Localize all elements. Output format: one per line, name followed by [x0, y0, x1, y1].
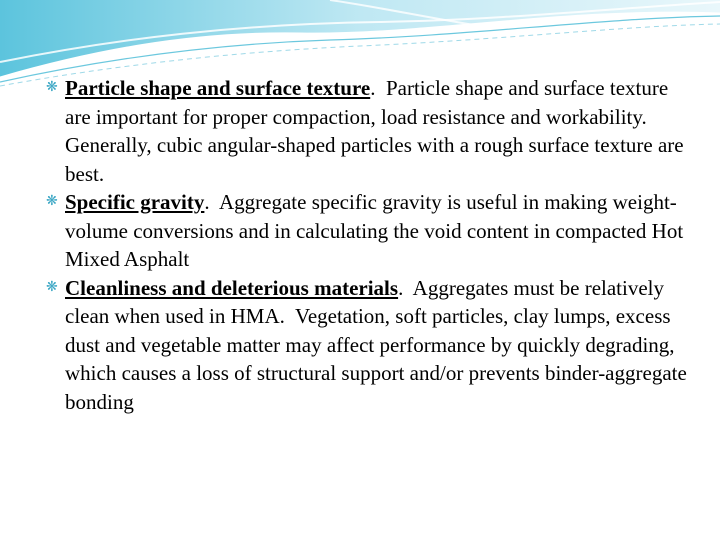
bullet-text: Particle shape and surface texture are important for proper compaction, load resistance and workability. Generally, cubic angular-shaped particles with a rough surface texture are best. — [65, 76, 689, 186]
bullet-sep: . — [398, 275, 404, 300]
diamond-bullet-icon: ❋ — [46, 80, 58, 95]
bullet-term: Cleanliness and deleterious materials — [65, 275, 399, 300]
bullet-sep: . — [204, 190, 210, 214]
diamond-bullet-icon: ❋ — [46, 194, 58, 209]
diamond-bullet-icon: ❋ — [46, 279, 58, 295]
bullet-term: Particle shape and surface texture — [65, 76, 371, 100]
bullet-sep: . — [370, 76, 376, 100]
bullet-term: Specific gravity — [65, 190, 205, 214]
bullet-text: Aggregates must be relatively clean when used in HMA. Vegetation, soft particles, clay lumps, excess dust and vegetable matter may affect performance by quickly degrading, which causes a loss of structural support and/or prevents binder-aggregate bonding — [65, 275, 693, 414]
bullet-particle-shape — [46, 74, 696, 188]
bullet-specific-gravity — [46, 188, 696, 274]
slide-body — [46, 74, 696, 416]
bullet-text: Aggregate specific gravity is useful in making weight-volume conversions and in calculating the void content in compacted Hot Mixed Asphalt — [65, 190, 689, 271]
bullet-cleanliness — [46, 274, 696, 417]
